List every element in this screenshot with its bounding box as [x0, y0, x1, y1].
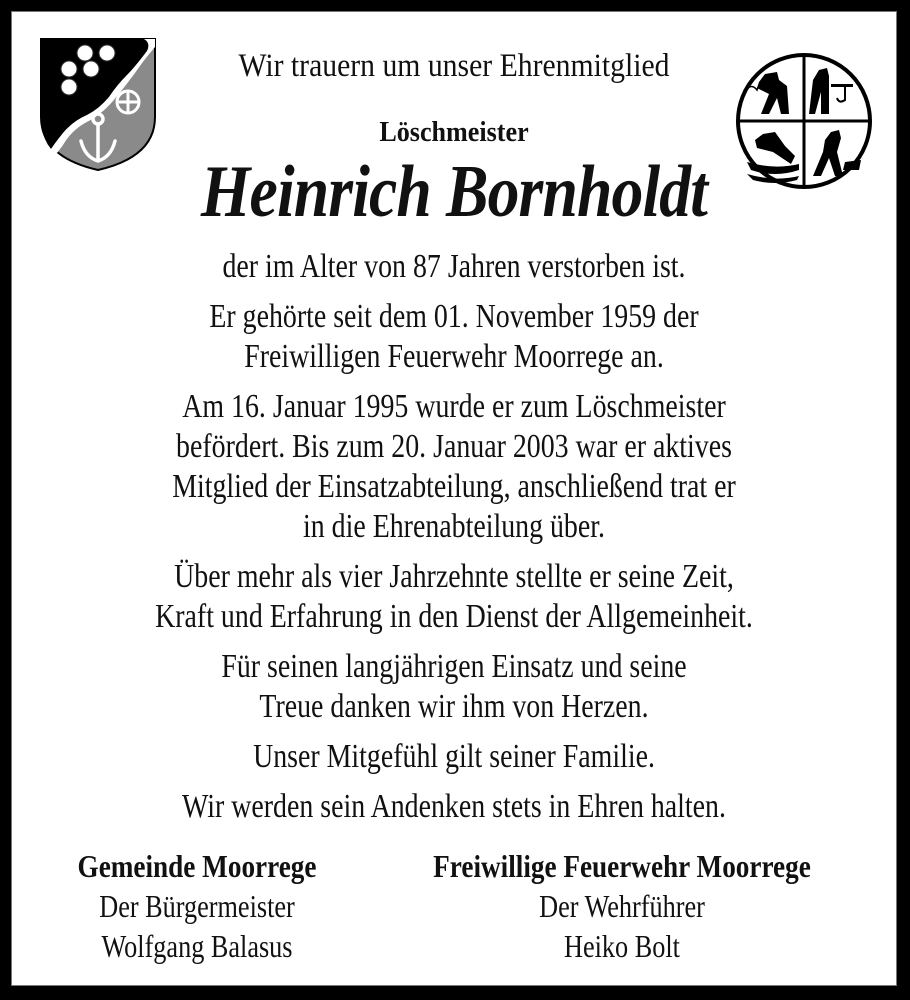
signature-org: Gemeinde Moorrege	[77, 848, 317, 884]
signature-block-municipality	[32, 848, 362, 968]
signature-block-fire-brigade	[372, 848, 872, 968]
obituary-notice: Wir trauern um unser Ehrenmitglied Löschmeister Heinrich Bornholdt der im Alter von 87 Jahren verstorben ist. Er gehörte seit dem 01. November 1959 der Freiwilligen Feuerwehr Moorrege an. Am 16. Januar 1995 wurde er zum Löschmeister befördert. Bis zum 20. Januar 2003 war er aktives Mitglied der Einsatzabteilung, anschließend trat er in die Ehrenabteilung über. Über mehr als vier Jahrzehnte stellte er seine Zeit, Kraft und Erfahrung in den Dienst der Allgemeinheit. Für seinen langjährigen Einsatz und seine Treue danken wir ihm von Herzen. Unser Mitgefühl gilt seiner Familie. Wir werden sein Andenken stets in Ehren halten. Gemeinde Moorrege Der Bürgermeister Wolfgang Balasus Freiwillige Feuerwehr Moorrege Der Wehrführer Heiko Bolt	[11, 11, 897, 986]
fire-brigade-emblem-icon	[735, 52, 873, 190]
signature-role: Der Wehrführer	[539, 888, 705, 924]
coat-of-arms-icon	[39, 37, 157, 172]
signature-org: Freiwillige Feuerwehr Moorrege	[433, 848, 811, 884]
signature-role: Der Bürgermeister	[99, 888, 295, 924]
signature-person: Wolfgang Balasus	[101, 928, 293, 964]
signature-person: Heiko Bolt	[564, 928, 680, 964]
